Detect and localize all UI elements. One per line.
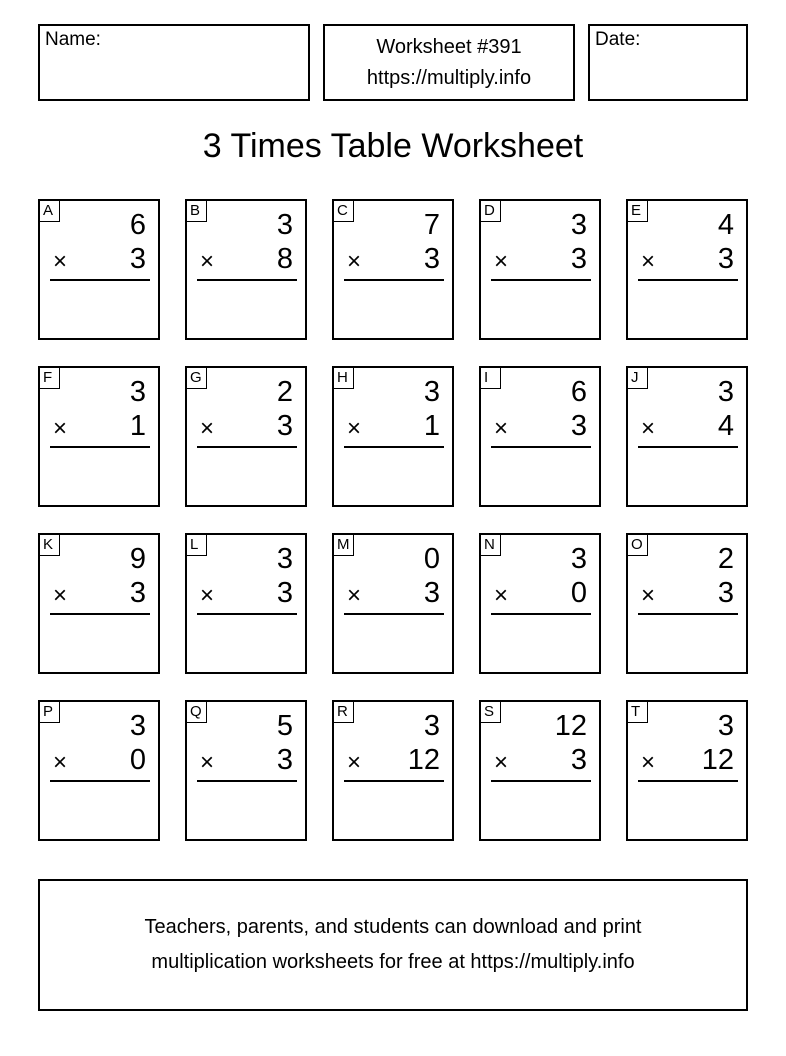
bottom-factor: 3: [129, 243, 146, 275]
problem-letter: M: [334, 535, 354, 556]
answer-line: [197, 613, 297, 615]
multiply-sign: ×: [641, 415, 656, 442]
answer-line: [344, 780, 444, 782]
problem-letter: S: [481, 702, 501, 723]
problem-card[interactable]: [626, 533, 748, 674]
problem-letter: O: [628, 535, 648, 556]
worksheet-info-box: [323, 24, 575, 101]
bottom-factor: 1: [129, 410, 146, 442]
problem-card[interactable]: [626, 199, 748, 340]
multiply-sign: ×: [53, 749, 68, 776]
bottom-factor: 3: [423, 243, 440, 275]
problem-card[interactable]: [38, 533, 160, 674]
footer-line-1: Teachers, parents, and students can download and print: [144, 916, 642, 938]
multiply-sign: ×: [494, 582, 509, 609]
multiply-sign: ×: [200, 582, 215, 609]
problem-card[interactable]: [479, 199, 601, 340]
top-factor: 3: [717, 376, 734, 408]
top-factor: 3: [276, 209, 293, 241]
multiply-sign: ×: [347, 415, 362, 442]
top-factor: 2: [276, 376, 293, 408]
answer-line: [344, 279, 444, 281]
multiply-sign: ×: [641, 248, 656, 275]
top-factor: 4: [717, 209, 734, 241]
top-factor: 3: [129, 710, 146, 742]
bottom-factor: 3: [570, 243, 587, 275]
multiply-sign: ×: [494, 749, 509, 776]
answer-line: [50, 613, 150, 615]
worksheet-url: https://multiply.info: [366, 67, 532, 89]
problem-letter: Q: [187, 702, 207, 723]
answer-line: [491, 613, 591, 615]
multiply-sign: ×: [53, 582, 68, 609]
answer-line: [197, 780, 297, 782]
bottom-factor: 3: [570, 410, 587, 442]
top-factor: 3: [423, 710, 440, 742]
multiply-sign: ×: [53, 415, 68, 442]
answer-line: [344, 446, 444, 448]
top-factor: 2: [717, 543, 734, 575]
problem-card[interactable]: [185, 366, 307, 507]
top-factor: 3: [717, 710, 734, 742]
top-factor: 7: [423, 209, 440, 241]
problem-letter: L: [187, 535, 207, 556]
multiply-sign: ×: [641, 749, 656, 776]
answer-line: [50, 446, 150, 448]
problem-letter: I: [481, 368, 501, 389]
multiply-sign: ×: [200, 248, 215, 275]
name-field-box[interactable]: [38, 24, 310, 101]
bottom-factor: 3: [717, 577, 734, 609]
multiply-sign: ×: [347, 749, 362, 776]
bottom-factor: 12: [701, 744, 734, 776]
problem-card[interactable]: [332, 533, 454, 674]
answer-line: [638, 279, 738, 281]
bottom-factor: 3: [276, 577, 293, 609]
problem-letter: P: [40, 702, 60, 723]
multiply-sign: ×: [494, 415, 509, 442]
answer-line: [491, 279, 591, 281]
problem-card[interactable]: [185, 533, 307, 674]
top-factor: 12: [554, 710, 587, 742]
date-field-box[interactable]: [588, 24, 748, 101]
answer-line: [491, 446, 591, 448]
bottom-factor: 3: [717, 243, 734, 275]
bottom-factor: 0: [570, 577, 587, 609]
worksheet-number: Worksheet #391: [376, 36, 522, 58]
top-factor: 0: [423, 543, 440, 575]
bottom-factor: 3: [276, 744, 293, 776]
bottom-factor: 3: [570, 744, 587, 776]
problem-letter: J: [628, 368, 648, 389]
answer-line: [638, 780, 738, 782]
problem-letter: D: [481, 201, 501, 222]
problem-card[interactable]: [185, 700, 307, 841]
problem-letter: A: [40, 201, 60, 222]
multiply-sign: ×: [200, 749, 215, 776]
footer-line-2: multiplication worksheets for free at https://multiply.info: [151, 951, 635, 973]
multiply-sign: ×: [641, 582, 656, 609]
problem-card[interactable]: [332, 700, 454, 841]
bottom-factor: 8: [276, 243, 293, 275]
top-factor: 3: [570, 209, 587, 241]
bottom-factor: 12: [407, 744, 440, 776]
problem-letter: H: [334, 368, 354, 389]
problem-card[interactable]: [479, 366, 601, 507]
answer-line: [197, 446, 297, 448]
problem-letter: C: [334, 201, 354, 222]
bottom-factor: 4: [717, 410, 734, 442]
problem-letter: F: [40, 368, 60, 389]
problem-card[interactable]: [38, 700, 160, 841]
problem-card[interactable]: [332, 199, 454, 340]
answer-line: [50, 279, 150, 281]
problem-card[interactable]: [38, 366, 160, 507]
top-factor: 3: [423, 376, 440, 408]
problem-card[interactable]: [332, 366, 454, 507]
top-factor: 6: [129, 209, 146, 241]
name-label: Name:: [45, 29, 101, 50]
multiply-sign: ×: [494, 248, 509, 275]
top-factor: 3: [129, 376, 146, 408]
multiply-sign: ×: [347, 582, 362, 609]
bottom-factor: 0: [129, 744, 146, 776]
top-factor: 3: [570, 543, 587, 575]
bottom-factor: 1: [423, 410, 440, 442]
problem-letter: K: [40, 535, 60, 556]
problem-letter: R: [334, 702, 354, 723]
answer-line: [50, 780, 150, 782]
answer-line: [491, 780, 591, 782]
answer-line: [638, 613, 738, 615]
problem-card[interactable]: [38, 199, 160, 340]
date-label: Date:: [595, 29, 641, 50]
problem-letter: G: [187, 368, 207, 389]
bottom-factor: 3: [276, 410, 293, 442]
answer-line: [344, 613, 444, 615]
problem-letter: B: [187, 201, 207, 222]
bottom-factor: 3: [423, 577, 440, 609]
top-factor: 5: [276, 710, 293, 742]
problem-letter: T: [628, 702, 648, 723]
problem-card[interactable]: [626, 366, 748, 507]
answer-line: [197, 279, 297, 281]
problem-card[interactable]: [626, 700, 748, 841]
problem-card[interactable]: [479, 700, 601, 841]
multiply-sign: ×: [347, 248, 362, 275]
multiply-sign: ×: [53, 248, 68, 275]
footer-box: [38, 879, 748, 1011]
problem-card[interactable]: [479, 533, 601, 674]
problem-letter: E: [628, 201, 648, 222]
answer-line: [638, 446, 738, 448]
top-factor: 9: [129, 543, 146, 575]
bottom-factor: 3: [129, 577, 146, 609]
worksheet-title: 3 Times Table Worksheet: [202, 127, 584, 165]
problem-letter: N: [481, 535, 501, 556]
multiply-sign: ×: [200, 415, 215, 442]
problem-card[interactable]: [185, 199, 307, 340]
top-factor: 3: [276, 543, 293, 575]
top-factor: 6: [570, 376, 587, 408]
